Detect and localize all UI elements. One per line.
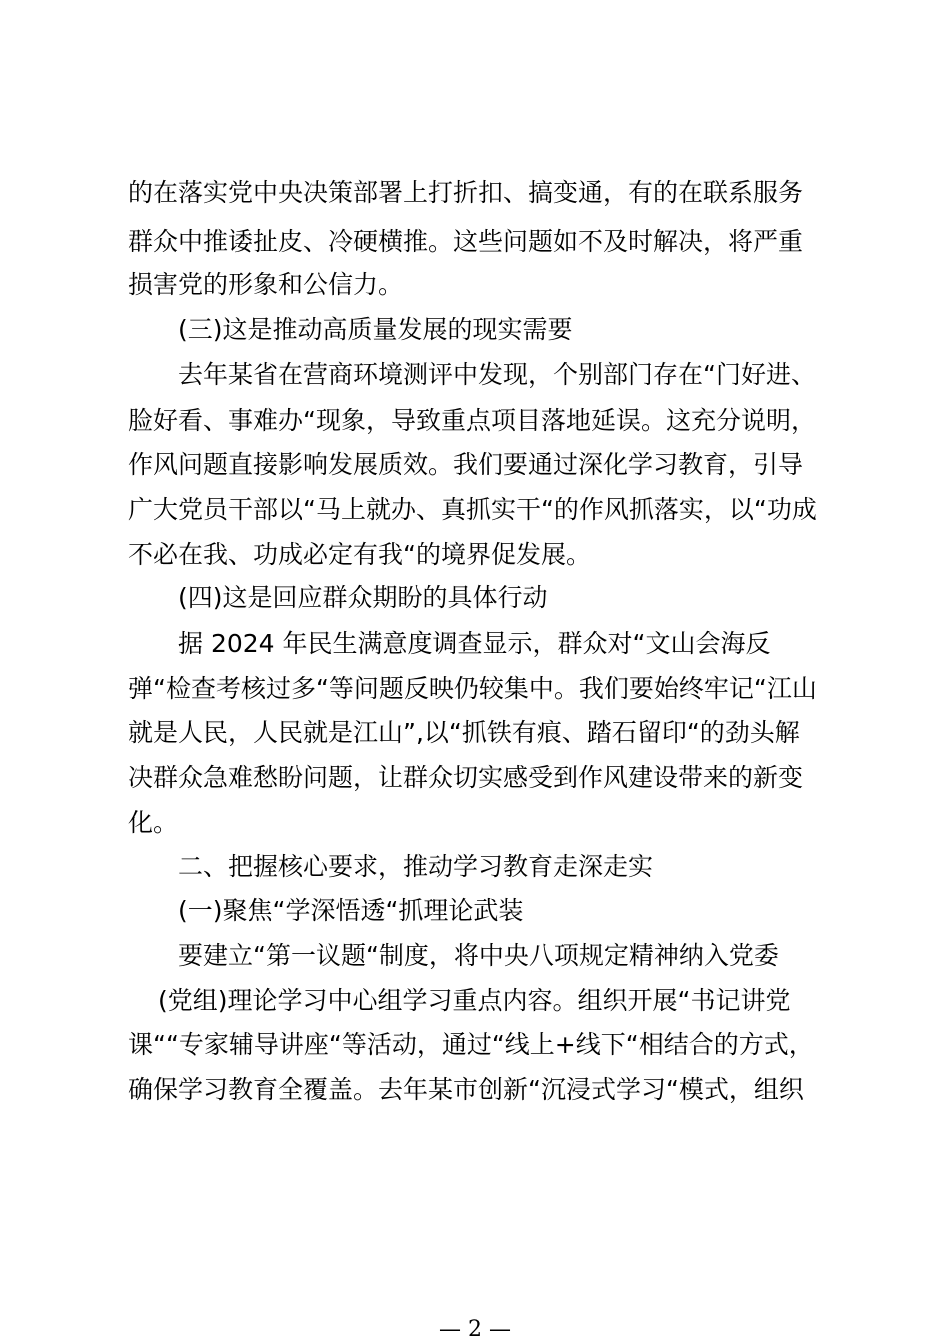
text-line: 广大党员干部以“马上就办、真抓实干“的作风抓落实，以“功成: [128, 495, 817, 524]
text-line: 决群众急难愁盼问题，让群众切实感受到作风建设带来的新变: [128, 763, 804, 792]
text-line: 化。: [128, 808, 179, 837]
text-line: 作风问题直接影响发展质效。我们要通过深化学习教育，引导: [128, 450, 804, 479]
text-line: 据 2024 年民生满意度调查显示，群众对“文山会海反: [178, 629, 771, 658]
text-line: 不必在我、功成必定有我“的境界促发展。: [128, 540, 591, 569]
text-line: (党组)理论学习中心组学习重点内容。组织开展“书记讲党: [158, 986, 791, 1015]
text-line: 群众中推诿扯皮、冷硬横推。这些问题如不及时解决，将严重: [128, 227, 804, 256]
section-heading: (三)这是推动高质量发展的现实需要: [178, 315, 573, 344]
section-heading: (四)这是回应群众期盼的具体行动: [178, 583, 548, 612]
text-line: 损害党的形象和公信力。: [128, 270, 404, 299]
text-line: 课““专家辅导讲座“等活动，通过“线上+线下“相结合的方式，: [128, 1030, 814, 1059]
text-line: 的在落实党中央决策部署上打折扣、搞变通，有的在联系服务: [128, 178, 804, 207]
page-number: — 2 —: [439, 1317, 511, 1342]
text-line: 去年某省在营商环境测评中发现，个别部门存在“门好进、: [178, 360, 816, 389]
text-line: 弹“检查考核过多“等问题反映仍较集中。我们要始终牢记“江山: [128, 674, 817, 703]
text-line: 要建立“第一议题“制度，将中央八项规定精神纳入党委: [178, 941, 779, 970]
chapter-heading: 二、把握核心要求，推动学习教育走深走实: [178, 852, 654, 881]
text-line: 脸好看、事难办“现象，导致重点项目落地延误。这充分说明，: [128, 406, 816, 435]
text-line: 就是人民，人民就是江山”,以“抓铁有痕、踏石留印“的劲头解: [128, 718, 800, 747]
text-line: 确保学习教育全覆盖。去年某市创新“沉浸式学习“模式，组织: [128, 1075, 804, 1104]
section-heading: (一)聚焦“学深悟透“抓理论武装: [178, 896, 524, 925]
